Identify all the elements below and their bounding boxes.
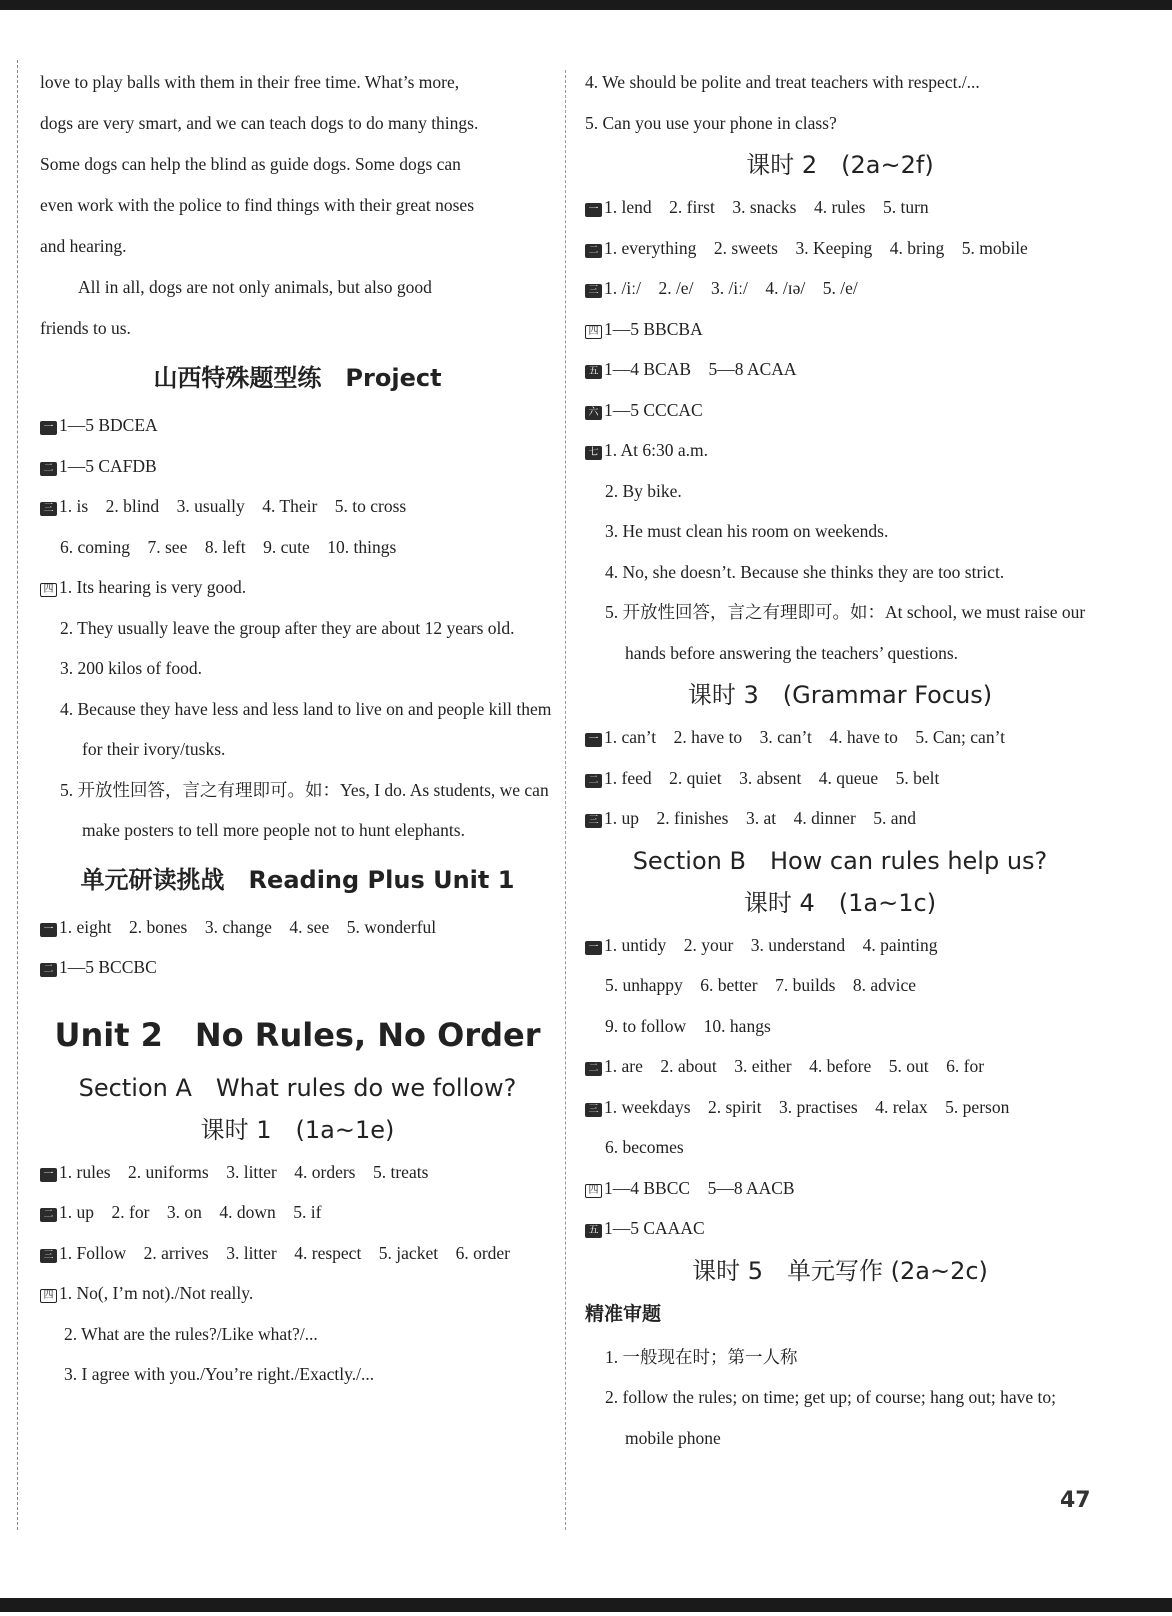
section-badge: 一 [40,1168,57,1182]
answer-row: 二 1. up 2. for 3. on 4. down 5. if [40,1192,555,1233]
essay-line: even work with the police to find things with their great noses [40,195,475,215]
section-badge: 一 [40,421,57,435]
left-column [40,62,555,1395]
binding-margin-line [17,60,18,1530]
answer-row-continued: 5. unhappy 6. better 7. builds 8. advice [605,975,917,995]
column-divider [565,70,566,1530]
answer-item: 5. Can you use your phone in class? [585,112,837,133]
lesson-5-title: 课时 5 单元写作 (2a~2c) [692,1256,988,1285]
lesson-3-title: 课时 3 (Grammar Focus) [687,681,993,709]
top-border-bar [0,0,1172,10]
answer-row: 七 1. At 6:30 a.m. [585,430,1095,471]
answer-row: 三 1. weekdays 2. spirit 3. practises 4. relax 5. person [585,1087,1095,1128]
answer-row: 二 1. feed 2. quiet 3. absent 4. queue 5. belt [585,758,1095,799]
answer-item: 2. follow the rules; on time; get up; of course; hang out; have to; mobile phone [605,1387,1057,1448]
answer-row: 一 1. rules 2. uniforms 3. litter 4. orders 5. treats [40,1152,555,1193]
answer-row-continued: 9. to follow 10. hangs [605,1015,771,1036]
answer-item: 4. No, she doesn’t. Because she thinks they are too strict. [605,561,1005,582]
answer-row: 四 1. No(, I’m not)./Not really. [40,1273,555,1314]
answer-row: 一 1—5 BDCEA [40,405,555,446]
essay-paragraph-2: All in all, dogs are not only animals, but also good [78,277,432,297]
answer-item: 2. By bike. [605,480,682,501]
essay-line: dogs are very smart, and we can teach dogs to do many things. [40,113,479,133]
unit-title: Unit 2 No Rules, No Order [54,1015,541,1054]
bottom-border-bar [0,1598,1172,1612]
answer-row: 一 1. can’t 2. have to 3. can’t 4. have to 5. Can; can’t [585,717,1095,758]
section-badge: 一 [585,733,602,747]
answer-item: 2. What are the rules?/Like what?/... [64,1323,318,1344]
section-badge: 五 [585,1224,602,1238]
answer-row: 五 1—5 CAAAC [585,1208,1095,1249]
answer-row: 一 1. lend 2. first 3. snacks 4. rules 5. turn [585,187,1095,228]
essay-line: friends to us. [40,318,131,338]
answer-row: 一 1. eight 2. bones 3. change 4. see 5. wonderful [40,907,555,948]
section-badge: 二 [585,244,602,258]
section-badge: 六 [585,406,602,420]
section-badge: 三 [40,1249,57,1263]
answer-row-continued: 6. coming 7. see 8. left 9. cute 10. things [60,536,397,557]
section-badge: 五 [585,365,602,379]
answer-row: 四 1—4 BBCC 5—8 AACB [585,1168,1095,1209]
essay-line: love to play balls with them in their free time. What’s more, [40,72,460,92]
answer-item: 3. I agree with you./You’re right./Exactly./... [64,1364,375,1384]
answer-row: 四 1. Its hearing is very good. [40,567,555,608]
page-number: 47 [1060,1488,1091,1513]
section-badge: 二 [585,1062,602,1076]
answer-row: 二 1. are 2. about 3. either 4. before 5. out 6. for [585,1046,1095,1087]
answer-item: 5. 开放性回答，言之有理即可。如：Yes, I do. As students, we can make posters to tell more people not to hunt elephants. [60,779,549,840]
answer-item: 1. 一般现在时；第一人称 [605,1346,798,1367]
answer-row: 一 1. untidy 2. your 3. understand 4. painting [585,925,1095,966]
lesson-4-title: 课时 4 (1a~1c) [743,888,937,917]
section-badge: 三 [585,814,602,828]
section-badge: 三 [40,502,57,516]
section-a-title: Section A What rules do we follow? [78,1073,517,1102]
answer-row-continued: 6. becomes [605,1137,684,1157]
section-badge: 三 [585,1103,602,1117]
essay-line: Some dogs can help the blind as guide dogs. Some dogs can [40,154,461,174]
section-badge: 七 [585,446,602,460]
answer-row: 三 1. /iː/ 2. /e/ 3. /iː/ 4. /ɪə/ 5. /e/ [585,268,1095,309]
section-badge: 四 [40,583,57,597]
answer-item: 3. He must clean his room on weekends. [605,521,889,541]
section-badge: 二 [40,462,57,476]
section-badge: 三 [585,284,602,298]
right-column [585,62,1095,1458]
answer-item: 4. Because they have less and less land to live on and people kill them for their ivory/tusks. [60,698,552,759]
section-badge: 四 [585,1184,602,1198]
answer-item: 2. They usually leave the group after they are about 12 years old. [60,617,515,638]
answer-item: 5. 开放性回答，言之有理即可。如：At school, we must raise our hands before answering the teachers’ questions. [605,602,1086,663]
answer-row: 二 1. everything 2. sweets 3. Keeping 4. bring 5. mobile [585,228,1095,269]
section-badge: 一 [585,203,602,217]
section-badge: 四 [585,325,602,339]
shanxi-project-heading: 山西特殊题型练 Project [153,364,442,392]
answer-row: 二 1—5 BCCBC [40,947,555,988]
precise-analysis-subtitle: 精准审题 [585,1302,662,1325]
answer-item: 3. 200 kilos of food. [60,658,202,678]
section-badge: 一 [40,923,57,937]
answer-row: 三 1. Follow 2. arrives 3. litter 4. respect 5. jacket 6. order [40,1233,555,1274]
reading-plus-heading: 单元研读挑战 Reading Plus Unit 1 [80,865,515,894]
essay-paragraph-1 [40,62,555,267]
answer-row: 四 1—5 BBCBA [585,309,1095,350]
section-badge: 二 [585,774,602,788]
section-badge: 二 [40,963,57,977]
lesson-1-title: 课时 1 (1a~1e) [200,1115,395,1144]
lesson-2-title: 课时 2 (2a~2f) [746,151,934,179]
section-b-title: Section B How can rules help us? [632,846,1048,875]
answer-item: 4. We should be polite and treat teachers with respect./... [585,72,980,92]
answer-row: 六 1—5 CCCAC [585,390,1095,431]
answer-row: 三 1. is 2. blind 3. usually 4. Their 5. to cross [40,486,555,527]
answer-row: 二 1—5 CAFDB [40,446,555,487]
answer-row: 三 1. up 2. finishes 3. at 4. dinner 5. and [585,798,1095,839]
answer-row: 五 1—4 BCAB 5—8 ACAA [585,349,1095,390]
section-badge: 二 [40,1208,57,1222]
section-badge: 一 [585,941,602,955]
section-badge: 四 [40,1289,57,1303]
essay-line: and hearing. [40,236,127,256]
